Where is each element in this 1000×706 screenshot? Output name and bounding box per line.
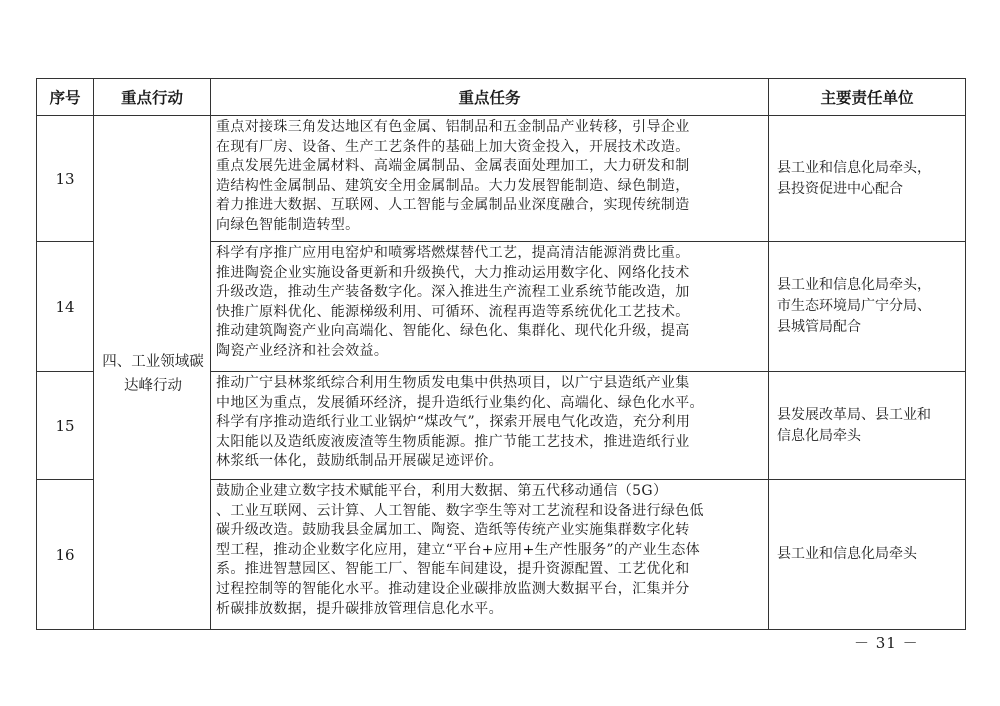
key-action-cell <box>94 116 211 630</box>
header-key-action: 重点行动 <box>94 79 211 116</box>
responsible-unit-cell: 县工业和信息化局牵头， 县投资促进中心配合 <box>769 116 966 242</box>
page-number: － 31 － <box>854 634 919 652</box>
action-plan-table <box>36 78 966 630</box>
row-number: 13 <box>37 116 94 242</box>
key-task-cell: 科学有序推广应用电窑炉和喷雾塔燃煤替代工艺，提高清洁能源消费比重。 推进陶瓷企业实施设备更新和升级换代，大力推动运用数字化、网络化技术 升级改造，推动生产装备数字化。深入推进生产流程工业系统节能改造，加 快推广原料优化、能源梯级利用、可循环、流程再造等系统优化工艺技术。 推动建筑陶瓷产业向高端化、智能化、绿色化、集群化、现代化升级，提高 陶瓷产业经济和社会效益。 <box>211 242 769 372</box>
header-responsible-unit: 主要责任单位 <box>769 79 966 116</box>
key-task-cell: 重点对接珠三角发达地区有色金属、铝制品和五金制品产业转移，引导企业 在现有厂房、设备、生产工艺条件的基础上加大资金投入，开展技术改造。 重点发展先进金属材料、高端金属制品、金属表面处理加工，大力研发和制 造结构性金属制品、建筑安全用金属制品。大力发展智能制造、绿色制造， 着力推进大数据、互联网、人工智能与金属制品业深度融合，实现传统制造 向绿色智能制造转型。 <box>211 116 769 242</box>
row-number: 14 <box>37 242 94 372</box>
row-number: 16 <box>37 480 94 630</box>
key-task-cell: 推动广宁县林浆纸综合利用生物质发电集中供热项目，以广宁县造纸产业集 中地区为重点，发展循环经济，提升造纸行业集约化、高端化、绿色化水平。 科学有序推动造纸行业工业锅炉“煤改气”，探索开展电气化改造，充分利用 太阳能以及造纸废液废渣等生物质能源。推广节能工艺技术，推进造纸行业 林浆纸一体化，鼓励纸制品开展碳足迹评价。 <box>211 372 769 480</box>
header-key-task: 重点任务 <box>211 79 769 116</box>
key-task-cell: 鼓励企业建立数字技术赋能平台，利用大数据、第五代移动通信（5G） 、工业互联网、云计算、人工智能、数字孪生等对工艺流程和设备进行绿色低 碳升级改造。鼓励我县金属加工、陶瓷、造纸等传统产业实施集群数字化转 型工程，推动企业数字化应用，建立“平台+应用+生产性服务”的产业生态体 系。推进智慧园区、智能工厂、智能车间建设，提升资源配置、工艺优化和 过程控制等的智能化水平。推动建设企业碳排放监测大数据平台，汇集并分 析碳排放数据，提升碳排放管理信息化水平。 <box>211 480 769 630</box>
responsible-unit-cell: 县工业和信息化局牵头 <box>769 480 966 630</box>
table-header-row <box>37 79 966 116</box>
row-number: 15 <box>37 372 94 480</box>
responsible-unit-cell: 县发展改革局、县工业和 信息化局牵头 <box>769 372 966 480</box>
table-row <box>37 116 966 242</box>
key-action-text: 四、工业领域碳达峰行动 <box>102 354 204 394</box>
header-serial-number: 序号 <box>37 79 94 116</box>
responsible-unit-cell: 县工业和信息化局牵头， 市生态环境局广宁分局、 县城管局配合 <box>769 242 966 372</box>
